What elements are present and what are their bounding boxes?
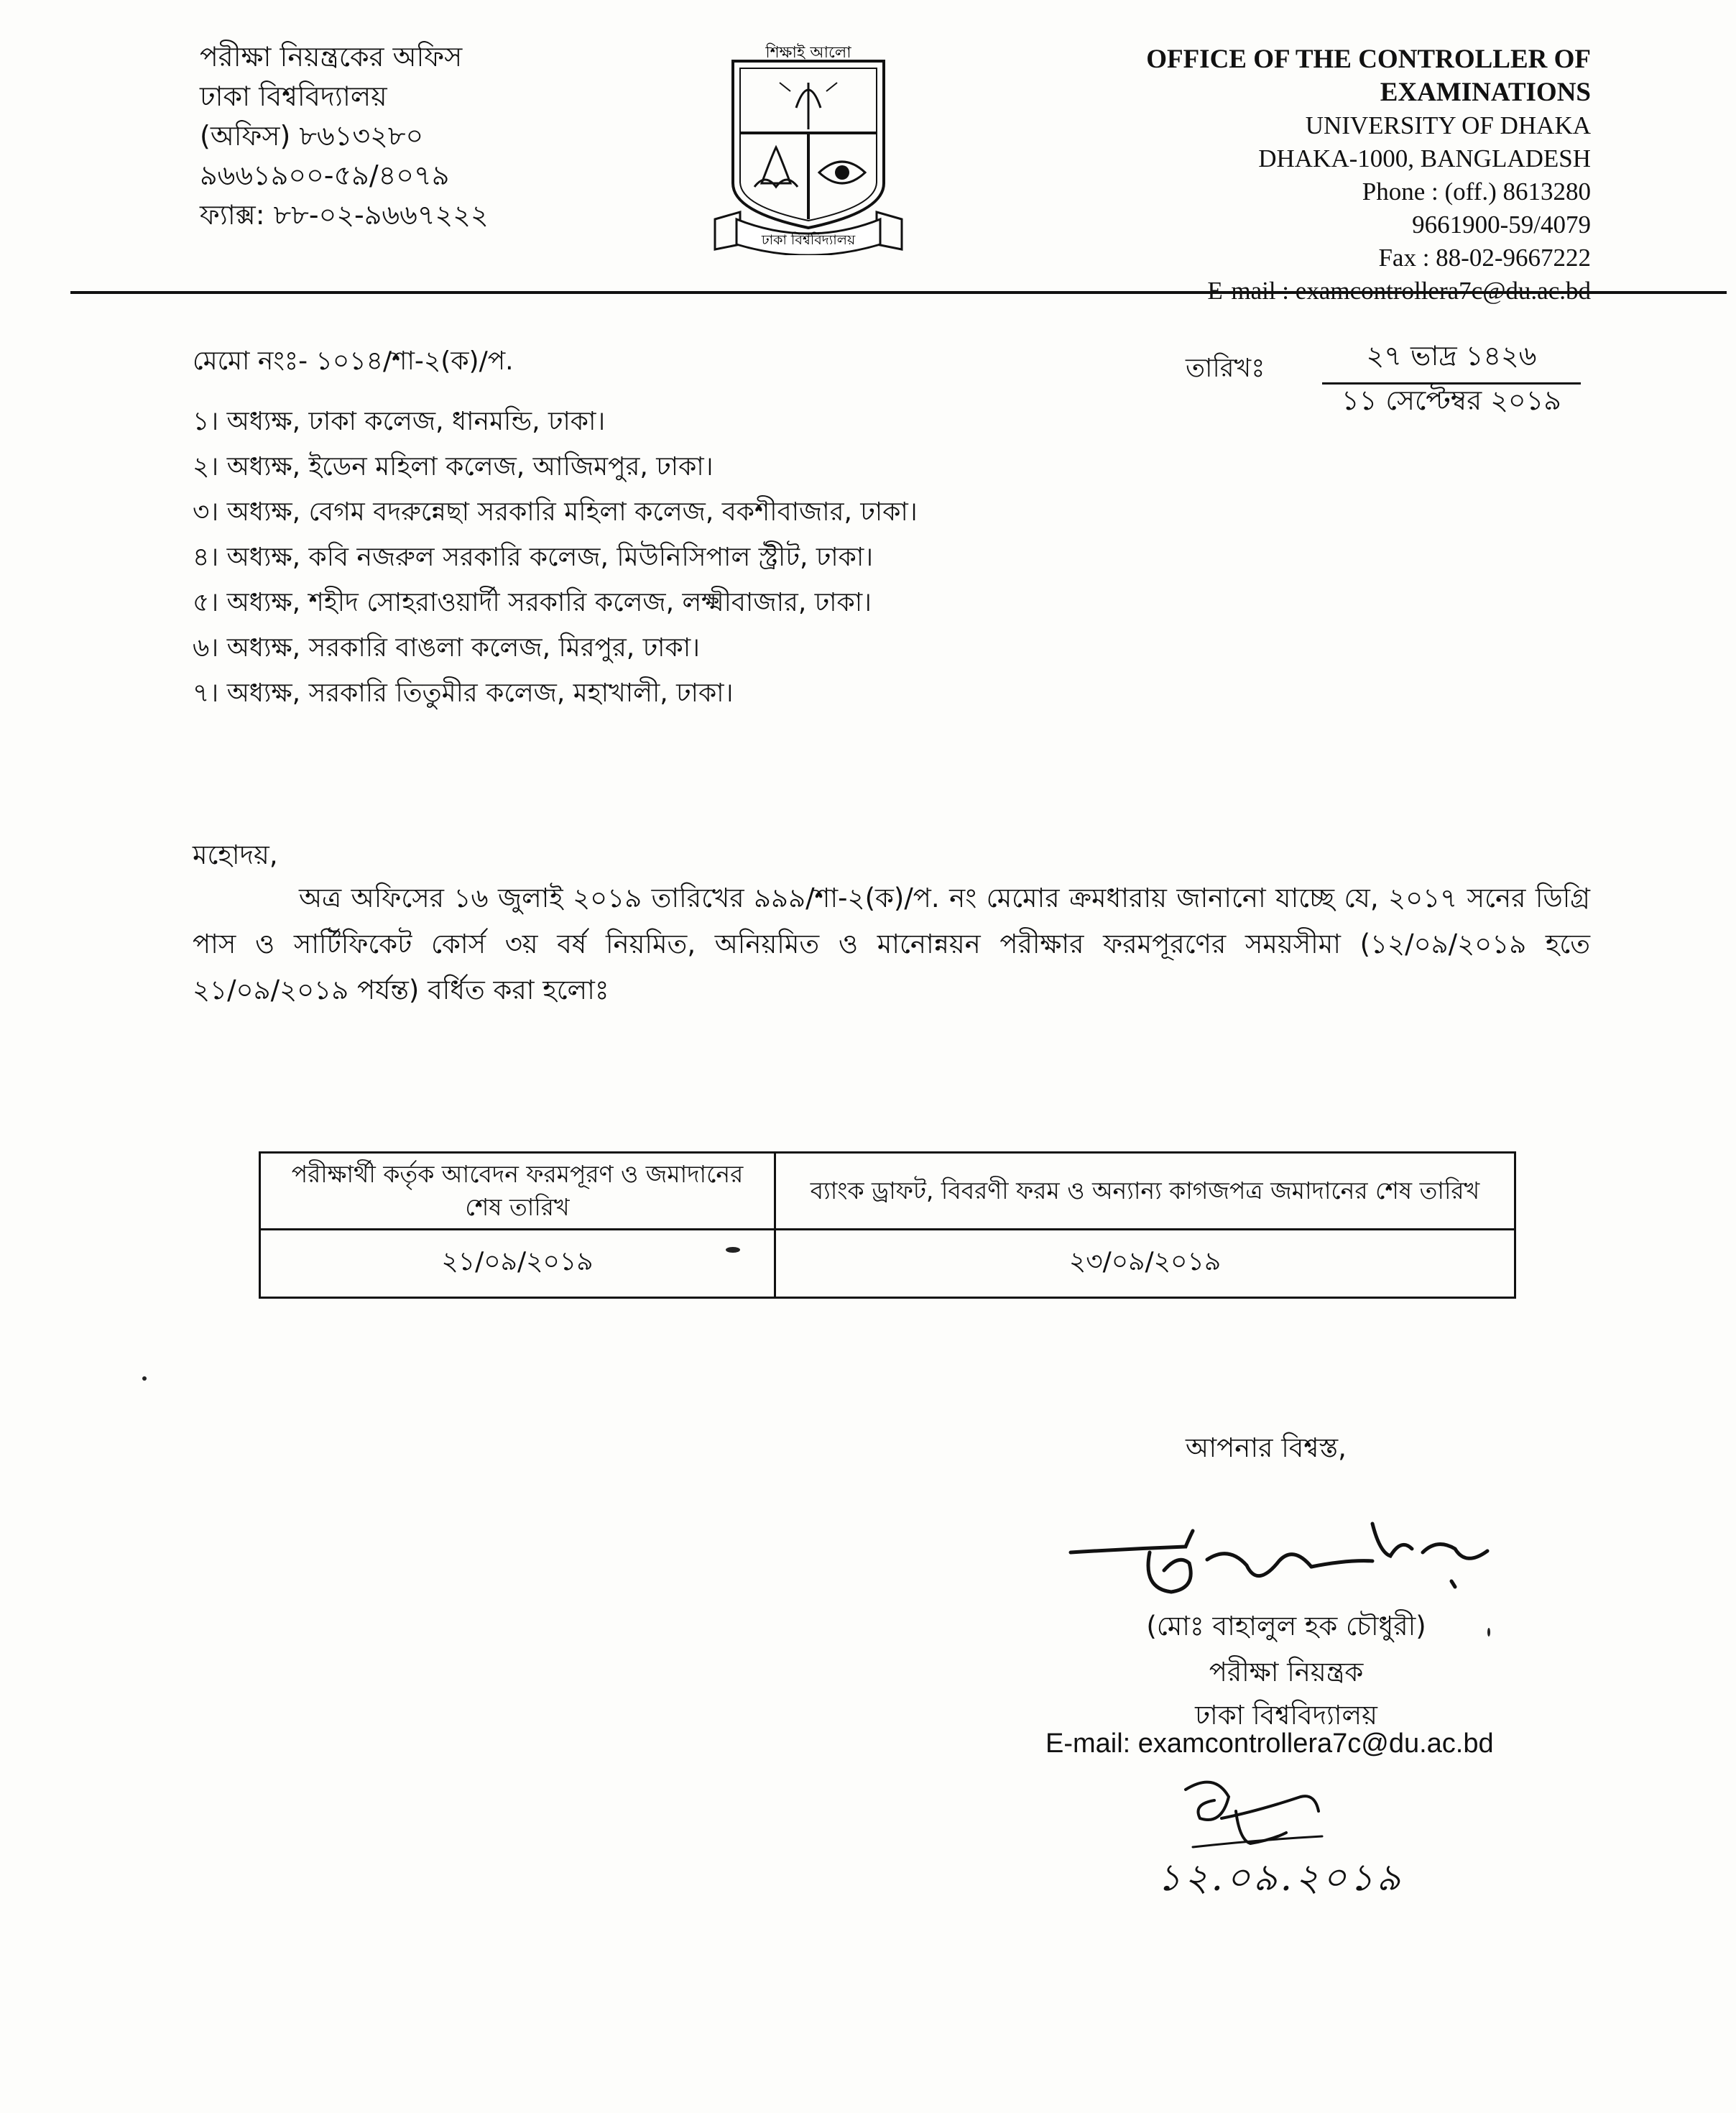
address-en: DHAKA-1000, BANGLADESH: [1258, 144, 1591, 172]
signer-name: (মোঃ বাহালুল হক চৌধুরী): [1146, 1611, 1426, 1642]
university-name-en: UNIVERSITY OF DHAKA: [1305, 111, 1591, 139]
recipient-list: [193, 399, 1558, 716]
recipient-item: ২। অধ্যক্ষ, ইডেন মহিলা কলেজ, আজিমপুর, ঢাকা।: [193, 452, 714, 482]
table-cell-documents-deadline: ২৩/০৯/২০১৯: [775, 1230, 1515, 1298]
header-left-bengali: [200, 37, 703, 235]
university-name-bn: ঢাকা বিশ্ববিদ্যালয়: [200, 80, 387, 112]
signature-icon: [1063, 1509, 1509, 1617]
recipient-item: ৩। অধ্যক্ষ, বেগম বদরুন্নেছা সরকারি মহিলা কলেজ, বকশীবাজার, ঢাকা।: [193, 497, 918, 527]
fax-bn: ফ্যাক্স: ৮৮-০২-৯৬৬৭২২২: [200, 199, 489, 231]
phone-extension-bn: ৯৬৬১৯০০-৫৯/৪০৭৯: [200, 160, 450, 191]
valediction: আপনার বিশ্বস্ত,: [1186, 1432, 1347, 1463]
date-label: তারিখঃ: [1186, 354, 1265, 383]
crest-ribbon-text: ঢাকা বিশ্ববিদ্যালয়: [761, 232, 856, 248]
scan-speck: [142, 1376, 147, 1381]
fax-en: Fax : 88-02-9667222: [1378, 244, 1591, 272]
recipient-item: ৭। অধ্যক্ষ, সরকারি তিতুমীর কলেজ, মহাখালী, ঢাকা।: [193, 678, 734, 708]
email-en: E-mail : examcontrollera7c@du.ac.bd: [1207, 277, 1591, 305]
handwritten-date: ১২.০৯.২০১৯: [1157, 1856, 1404, 1900]
initials-signature-icon: [1171, 1768, 1336, 1861]
signer-organization: ঢাকা বিশ্ববিদ্যালয়: [1195, 1700, 1377, 1731]
table-cell-form-deadline: ২১/০৯/২০১৯: [260, 1230, 775, 1298]
recipient-item: ৪। অধ্যক্ষ, কবি নজরুল সরকারি কলেজ, মিউনিসিপাল স্ট্রীট, ঢাকা।: [193, 543, 874, 572]
scan-speck: [726, 1247, 740, 1253]
office-phone-bn: (অফিস) ৮৬১৩২৮০: [200, 120, 424, 152]
signer-email: E-mail: examcontrollera7c@du.ac.bd: [1045, 1728, 1494, 1759]
office-title-line2: EXAMINATIONS: [1380, 78, 1591, 107]
recipient-item: ৬। অধ্যক্ষ, সরকারি বাঙলা কলেজ, মিরপুর, ঢাকা।: [193, 633, 701, 663]
header-divider: [70, 291, 1727, 294]
letter-body: অত্র অফিসের ১৬ জুলাই ২০১৯ তারিখের ৯৯৯/শা-২(ক)/প. নং মেমোর ক্রমধারায় জানানো যাচ্ছে যে, ২০১৭ সনের ডিগ্রি পাস ও সার্টিফিকেট কোর্স ৩য় বর্ষ নিয়মিত, অনিয়মিত ও মানোন্নয়ন পরীক্ষার ফরমপূরণের সময়সীমা (১২/০৯/২০১৯ হতে ২১/০৯/২০১৯ পর্যন্ত) বর্ধিত করা হলোঃ: [193, 883, 1590, 1005]
salutation: মহোদয়,: [193, 839, 278, 870]
date-gregorian: ১১ সেপ্টেম্বর ২০১৯: [1342, 385, 1561, 416]
phone-extension-en: 9661900-59/4079: [1412, 211, 1591, 239]
date-bengali-calendar: ২৭ ভাদ্র ১৪২৬: [1322, 335, 1581, 385]
phone-en: Phone : (off.) 8613280: [1362, 178, 1591, 206]
recipient-item: ৫। অধ্যক্ষ, শহীদ সোহরাওয়ার্দী সরকারি কলেজ, লক্ষ্মীবাজার, ঢাকা।: [193, 588, 872, 617]
recipient-item: ১। অধ্যক্ষ, ঢাকা কলেজ, ধানমন্ডি, ঢাকা।: [193, 407, 606, 436]
office-name-bn: পরীক্ষা নিয়ন্ত্রকের অফিস: [200, 41, 463, 73]
table-header-cell: পরীক্ষার্থী কর্তৃক আবেদন ফরমপূরণ ও জমাদানের শেষ তারিখ: [260, 1153, 775, 1230]
scan-speck: [1487, 1628, 1490, 1636]
table-row: [260, 1230, 1515, 1298]
crest-motto: শিক্ষাই আলো: [765, 44, 851, 62]
table-header-cell: ব্যাংক ড্রাফট, বিবরণী ফরম ও অন্যান্য কাগজপত্র জমাদানের শেষ তারিখ: [775, 1153, 1515, 1230]
office-title-line1: OFFICE OF THE CONTROLLER OF: [1146, 45, 1591, 74]
signer-title: পরীক্ষা নিয়ন্ত্রক: [1209, 1657, 1364, 1688]
memo-number: মেমো নংঃ- ১০১৪/শা-২(ক)/প.: [193, 346, 514, 376]
deadline-table: [259, 1151, 1516, 1299]
table-header-row: [260, 1153, 1515, 1230]
header-right-english: [944, 43, 1591, 308]
university-crest-icon: [711, 40, 905, 255]
